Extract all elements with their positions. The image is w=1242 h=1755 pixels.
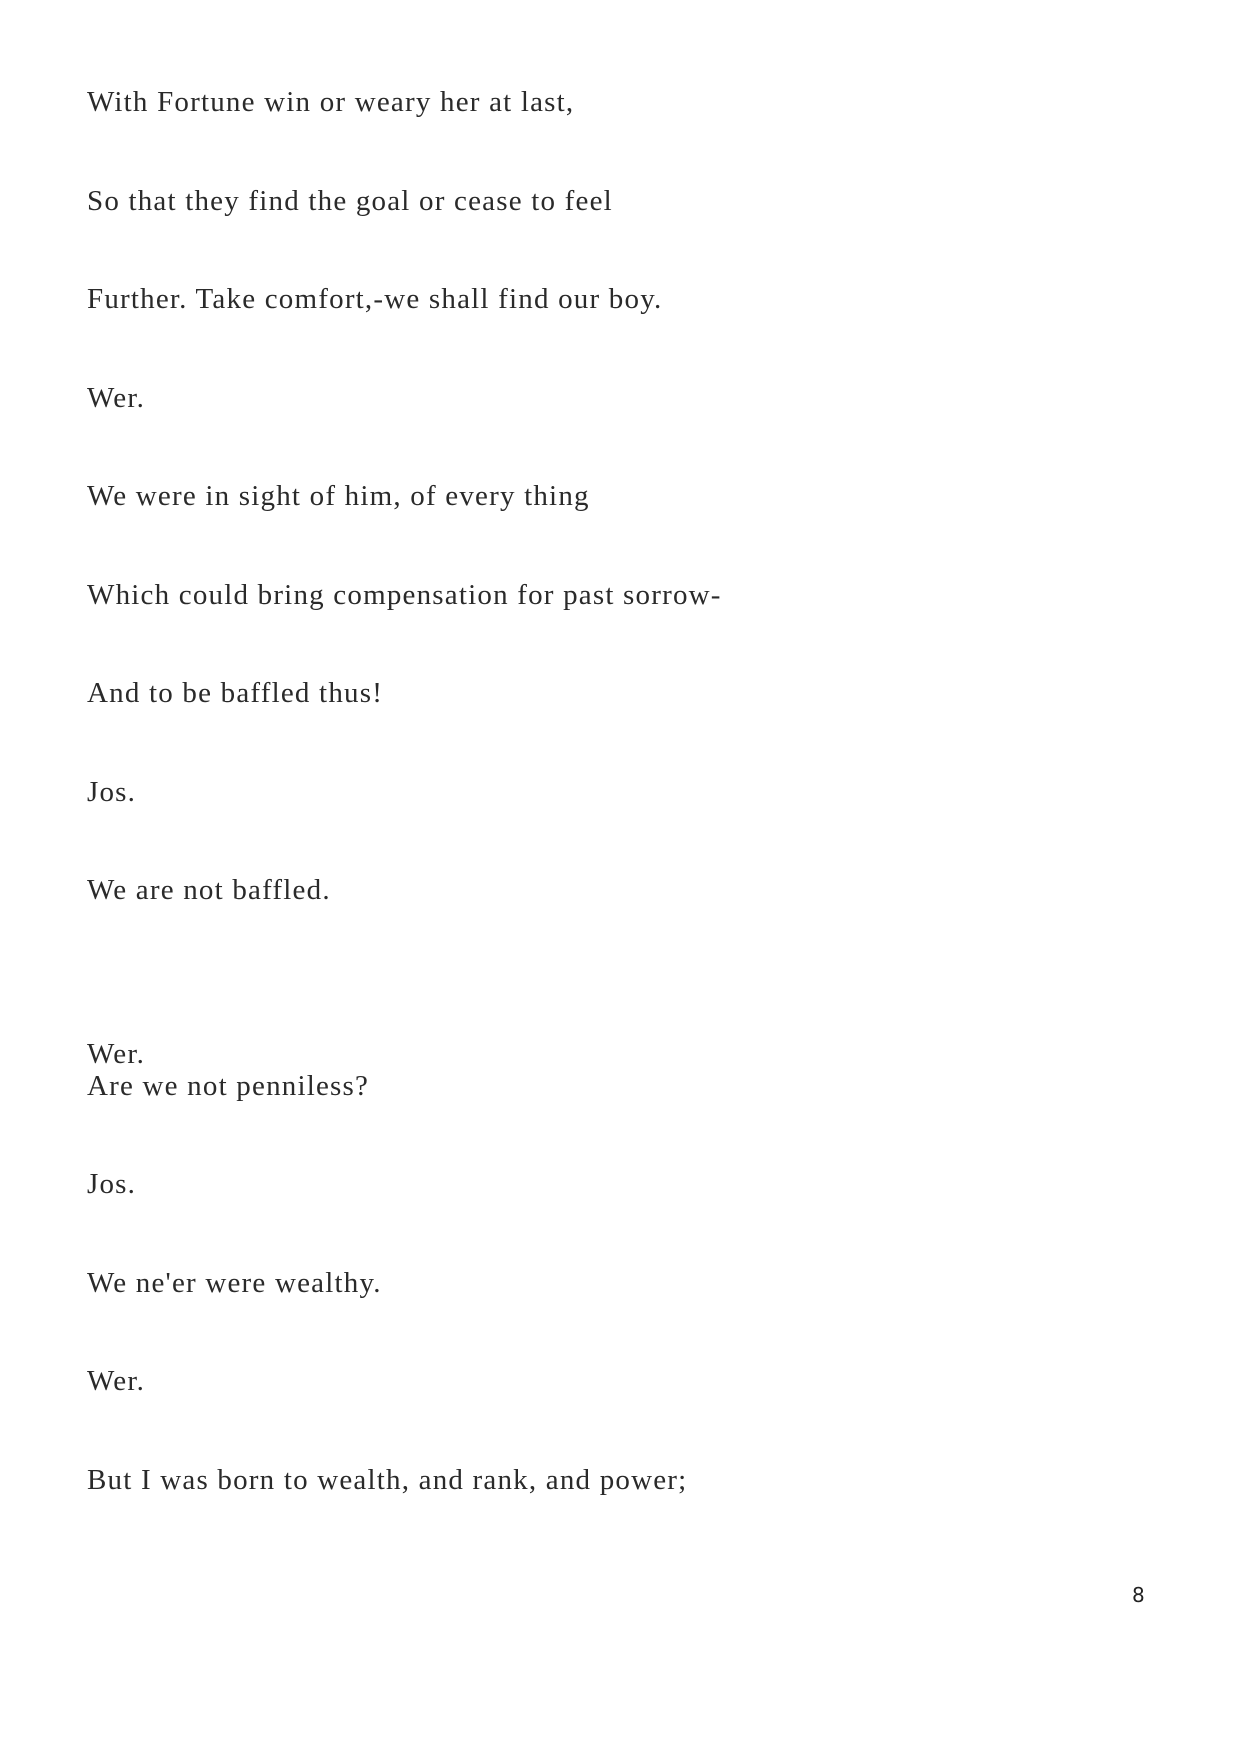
verse-line-1: With Fortune win or weary her at last, xyxy=(87,86,575,118)
verse-line-7: We are not baffled. xyxy=(87,874,331,906)
page-number: 8 xyxy=(1132,1583,1145,1607)
speaker-wer: Wer. xyxy=(87,1038,146,1070)
verse-line-2: So that they find the goal or cease to feel xyxy=(87,185,613,217)
verse-line-10: But I was born to wealth, and rank, and power; xyxy=(87,1464,688,1496)
verse-line-4: We were in sight of him, of every thing xyxy=(87,480,590,512)
speaker-wer: Wer. xyxy=(87,382,146,414)
verse-line-8: Are we not penniless? xyxy=(87,1070,370,1102)
verse-line-9: We ne'er were wealthy. xyxy=(87,1267,382,1299)
verse-line-6: And to be baffled thus! xyxy=(87,677,384,709)
verse-line-5: Which could bring compensation for past sorrow- xyxy=(87,579,722,611)
speaker-wer: Wer. xyxy=(87,1365,146,1397)
speaker-jos: Jos. xyxy=(87,776,137,808)
verse-line-3: Further. Take comfort,-we shall find our boy. xyxy=(87,283,663,315)
speaker-jos: Jos. xyxy=(87,1168,137,1200)
